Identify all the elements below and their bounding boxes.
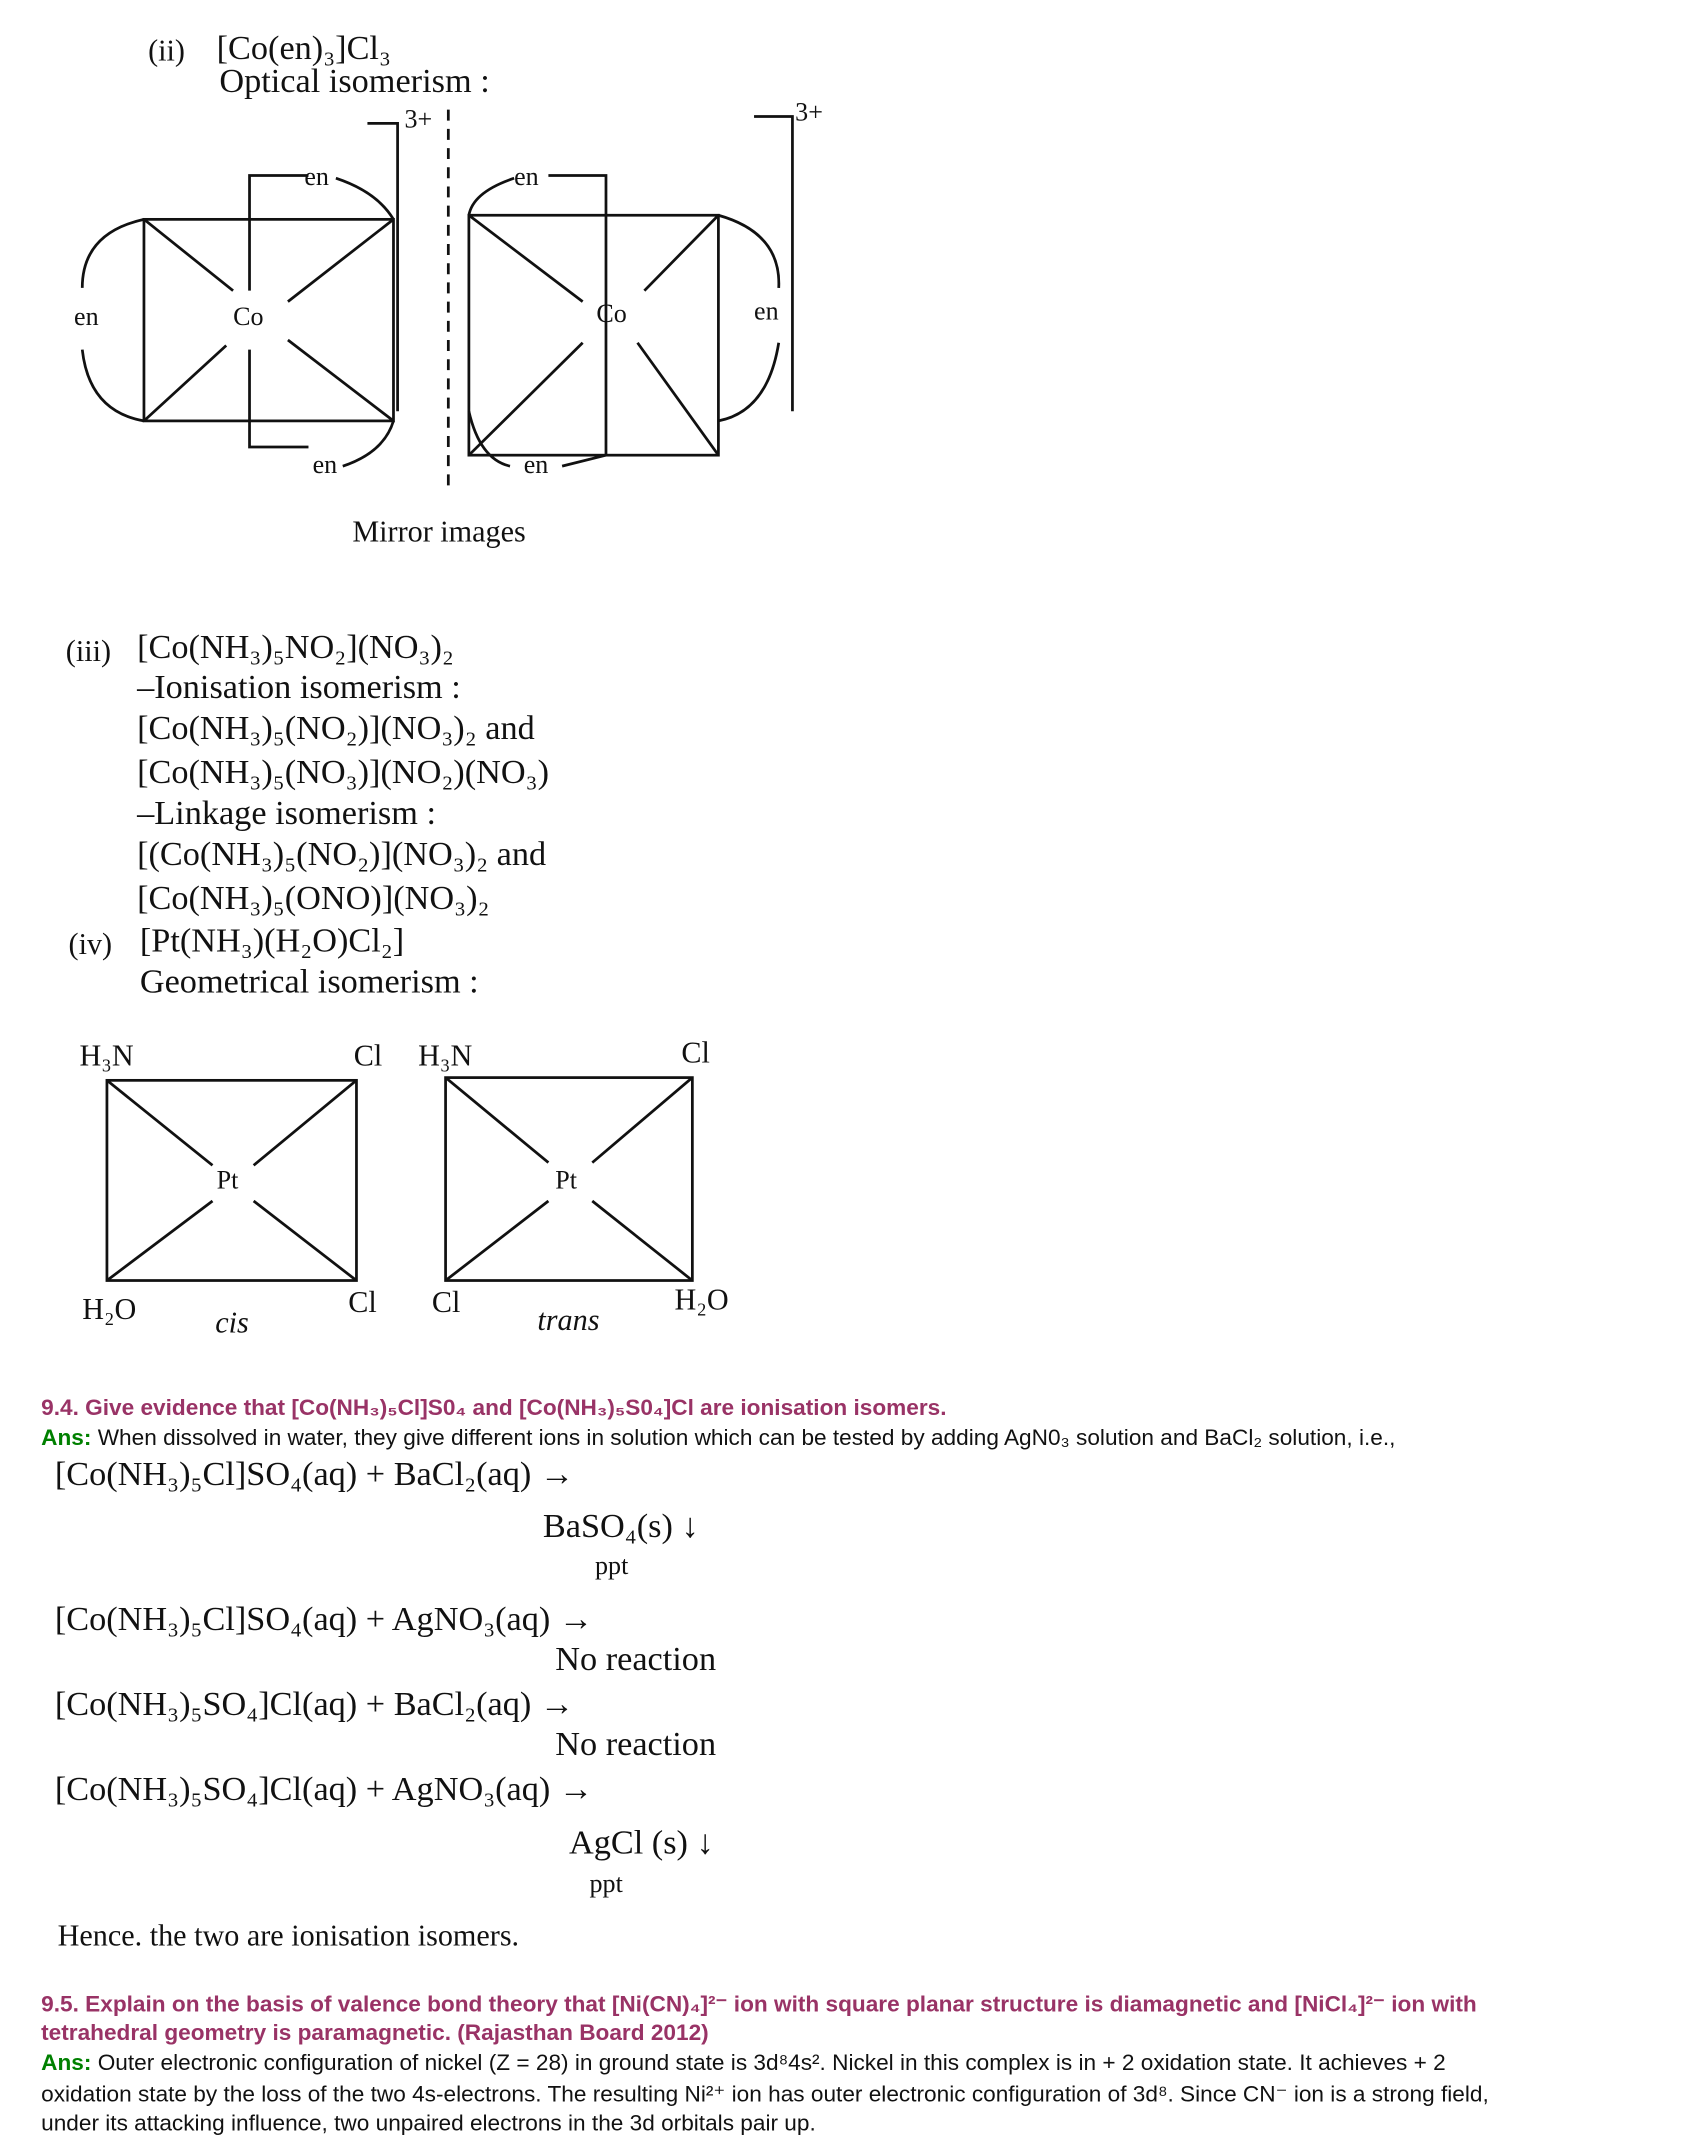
- ligand-h2o: H₂O: [82, 1291, 137, 1326]
- ligand-label: en: [514, 163, 539, 192]
- part-iii-number: (iii): [65, 633, 112, 668]
- part-iii-line: [Co(NH₃)₅(NO₃)](NO₂)(NO₃): [137, 754, 550, 792]
- part-iii-formula: [Co(NH₃)₅NO₂](NO₃)₂: [137, 629, 454, 667]
- equation-lhs: [Co(NH₃)₅Cl]SO₄(aq) + BaCl₂(aq) →: [54, 1456, 575, 1494]
- part-ii-subtitle: Optical isomerism :: [219, 63, 490, 101]
- ligand-label: en: [523, 451, 549, 480]
- answer-label: Ans:: [41, 1425, 92, 1451]
- ligand-label: en: [304, 163, 329, 192]
- metal-pt: Pt: [216, 1166, 239, 1196]
- ligand-cl: Cl: [431, 1284, 461, 1319]
- ligand-label: en: [312, 451, 338, 480]
- question-9-4-answer: [41, 1426, 1395, 1452]
- optical-isomer-left: [82, 123, 397, 466]
- charge-left: 3+: [404, 105, 433, 135]
- answer-text: When dissolved in water, they give different ions in solution which can be tested by adding AgN0₃ solution and BaCl₂ solution, i.e.,: [91, 1425, 1396, 1451]
- cis-label: cis: [215, 1305, 249, 1340]
- equation-rhs: AgCl (s) ↓: [568, 1824, 714, 1862]
- part-iii-line: [(Co(NH₃)₅(NO₂)](NO₃)₂ and: [137, 836, 547, 874]
- part-ii-formula: [Co(en)₃]Cl₃: [216, 30, 391, 68]
- question-9-4-heading: 9.4. Give evidence that [Co(NH₃)₅Cl]S0₄ and [Co(NH₃)₅S0₄]Cl are ionisation isomers.: [41, 1395, 947, 1421]
- ligand-h3n: H₃N: [418, 1037, 473, 1073]
- answer-label: Ans:: [41, 2051, 92, 2076]
- metal-label: Co: [596, 300, 627, 330]
- ligand-cl: Cl: [348, 1284, 377, 1319]
- ligand-cl: Cl: [353, 1037, 383, 1073]
- question-9-5-answer: [41, 2051, 1446, 2077]
- ligand-h3n: H₃N: [79, 1037, 134, 1073]
- ligand-label: en: [754, 297, 779, 327]
- answer-text: Outer electronic configuration of nickel (Z = 28) in ground state is 3d⁸4s². Nickel in this complex is in + 2 oxidation state. It achieves + 2: [91, 2051, 1446, 2076]
- part-iv-number: (iv): [68, 926, 113, 962]
- ppt-note: ppt: [595, 1551, 629, 1581]
- equation-rhs: BaSO₄(s) ↓: [542, 1508, 699, 1546]
- part-iii-line: [Co(NH₃)₅(NO₂)](NO₃)₂ and: [137, 710, 535, 748]
- mirror-caption: Mirror images: [352, 514, 526, 549]
- ligand-label: en: [74, 302, 99, 332]
- ligand-cl: Cl: [681, 1035, 710, 1070]
- equation-lhs: [Co(NH₃)₅SO₄]Cl(aq) + AgNO₃(aq) →: [54, 1771, 594, 1809]
- equation-rhs: No reaction: [555, 1641, 717, 1679]
- part-iii-line: [Co(NH₃)₅(ONO)](NO₃)₂: [137, 880, 490, 918]
- metal-pt: Pt: [555, 1166, 577, 1196]
- part-iv-subtitle: Geometrical isomerism :: [139, 963, 479, 1001]
- equation-lhs: [Co(NH₃)₅SO₄]Cl(aq) + BaCl₂(aq) →: [54, 1686, 575, 1724]
- ppt-note: ppt: [589, 1870, 623, 1899]
- equation-lhs: [Co(NH₃)₅Cl]SO₄(aq) + AgNO₃(aq) →: [54, 1601, 594, 1639]
- trans-label: trans: [537, 1302, 600, 1337]
- answer-text: oxidation state by the loss of the two 4s-electrons. The resulting Ni²⁺ ion has outer electronic configuration of 3d⁸. Since CN⁻ ion is a strong field,: [41, 2082, 1489, 2108]
- part-ii-number: (ii): [148, 32, 185, 68]
- equation-rhs: No reaction: [555, 1726, 717, 1764]
- ligand-h2o: H₂O: [674, 1281, 729, 1317]
- metal-label: Co: [233, 302, 264, 332]
- part-iii-line: –Ionisation isomerism :: [137, 669, 461, 707]
- part-iii-line: –Linkage isomerism :: [137, 795, 437, 833]
- conclusion: Hence. the two are ionisation isomers.: [57, 1918, 520, 1953]
- question-9-5-heading: 9.5. Explain on the basis of valence bond theory that [Ni(CN)₄]²⁻ ion with square planar structure is diamagnetic and [NiCl₄]²⁻ ion with: [41, 1992, 1477, 2017]
- part-iv-formula: [Pt(NH₃)(H₂O)Cl₂]: [139, 922, 405, 960]
- question-9-5-heading: tetrahedral geometry is paramagnetic. (Rajasthan Board 2012): [41, 2020, 709, 2046]
- charge-right: 3+: [795, 98, 823, 128]
- answer-text: under its attacking influence, two unpaired electrons in the 3d orbitals pair up.: [41, 2111, 816, 2137]
